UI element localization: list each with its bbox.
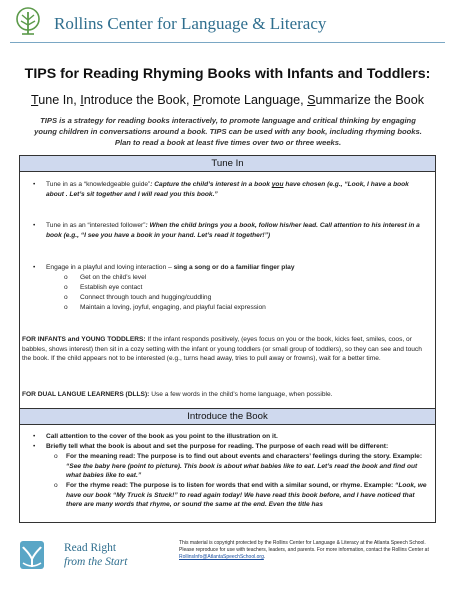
intro-paragraph: TIPS is a strategy for reading books interactively, to promote language and critical thinking by engaging young children in conversations around a book. TIPS can be used with any book, including rhyming books. Plan to read a book at least five times over two or three weeks. [34,116,422,147]
rhyme-read-item: For the rhyme read: The purpose is to listen for words that end with a similar sound, or rhyme. Example: “Look, we have our book “My Truck is Stuck!” to read again today! We have read this book before, and I have noticed that there are many words that rhyme, or sound the same at the end. Even the title has [66,482,427,508]
introduce-bullet-cover: Call attention to the cover of the book as you point to the illustration on it. [46,433,278,440]
sub-bullet-icon: o [64,294,68,301]
tune-in-heading: Tune In [19,155,436,172]
meaning-read-item: For the meaning read: The purpose is to find out about events and characters’ feelings during the story. Example: “See the baby here (point to picture). This book is about what babies like to eat. Let’s read the book and find out what babies like to eat.” [66,453,423,479]
engage-sub-item: Establish eye contact [80,284,143,291]
infants-toddlers-note: FOR INFANTS and YOUNG TODDLERS: If the infant responds positively, (eyes focus on you or the book, kicks feet, smiles, coos, or babbles, shows interest) then sit in a cozy setting with the infant or young toddlers (or small group of toddlers), so they can see and touch the book. If the child appears not to be interested (e.g., turns head away, tries to pull away or frowns), wait for a better time. [22,336,422,362]
read-right-logo-icon [14,537,64,577]
bullet-icon: • [33,433,36,440]
sub-bullet-icon: o [64,274,68,281]
sub-bullet-icon: o [54,482,58,489]
header-divider [10,42,445,43]
bullet-icon: • [33,181,36,188]
page-title: TIPS for Reading Rhyming Books with Infants and Toddlers: [24,66,431,82]
contact-email-link[interactable]: RollinsInfo@AtlantaSpeechSchool.org [179,554,264,560]
sub-bullet-icon: o [54,453,58,460]
brand-line-2: from the Start [64,556,128,568]
engage-sub-item: Connect through touch and hugging/cuddling [80,294,212,301]
introduce-bullet-purpose: Briefly tell what the book is about and set the purpose for reading. The purpose of each read will be different: [46,443,389,450]
tune-in-bullet-follower: Tune in as an “interested follower”: When the child brings you a book, follow his/her lead. Call attention to his interest in a book (e.g., “I see you have a book in your hand. Let’s read it together!”) [46,222,420,239]
tune-in-bullet-engage: Engage in a playful and loving interaction – sing a song or do a familiar finger play [46,264,295,271]
engage-sub-item: Get on the child’s level [80,274,147,281]
brand-line-1: Read Right [64,542,117,554]
introduce-heading: Introduce the Book [19,408,436,425]
copyright-note: This material is copyright protected by the Rollins Center for Language & Literacy at the Atlanta Speech School. Please reproduce for use with teachers, leaders, and parents. For more information, contact the Rollins Center at RollinsInfo@AtlantaSpeechSchool.org. [179,540,429,560]
bullet-icon: • [33,264,36,271]
dll-note: FOR DUAL LANGUE LEARNERS (DLLS): Use a few words in the child’s home language, when possible. [22,391,333,398]
engage-sub-item: Maintain a loving, joyful, engaging, and playful facial expression [80,304,266,311]
tree-logo-icon [12,6,44,38]
bullet-icon: • [33,443,36,450]
bullet-icon: • [33,222,36,229]
sub-bullet-icon: o [64,284,68,291]
org-name: Rollins Center for Language & Literacy [54,14,327,33]
page-subtitle: Tune In, Introduce the Book, Promote Language, Summarize the Book [30,93,424,107]
sub-bullet-icon: o [64,304,68,311]
tune-in-bullet-guide: Tune in as a “knowledgeable guide”: Capture the child’s interest in a book you have chosen (e.g., “Look, I have a book about . Let’s sit together and I will read you this book.” [46,181,409,198]
